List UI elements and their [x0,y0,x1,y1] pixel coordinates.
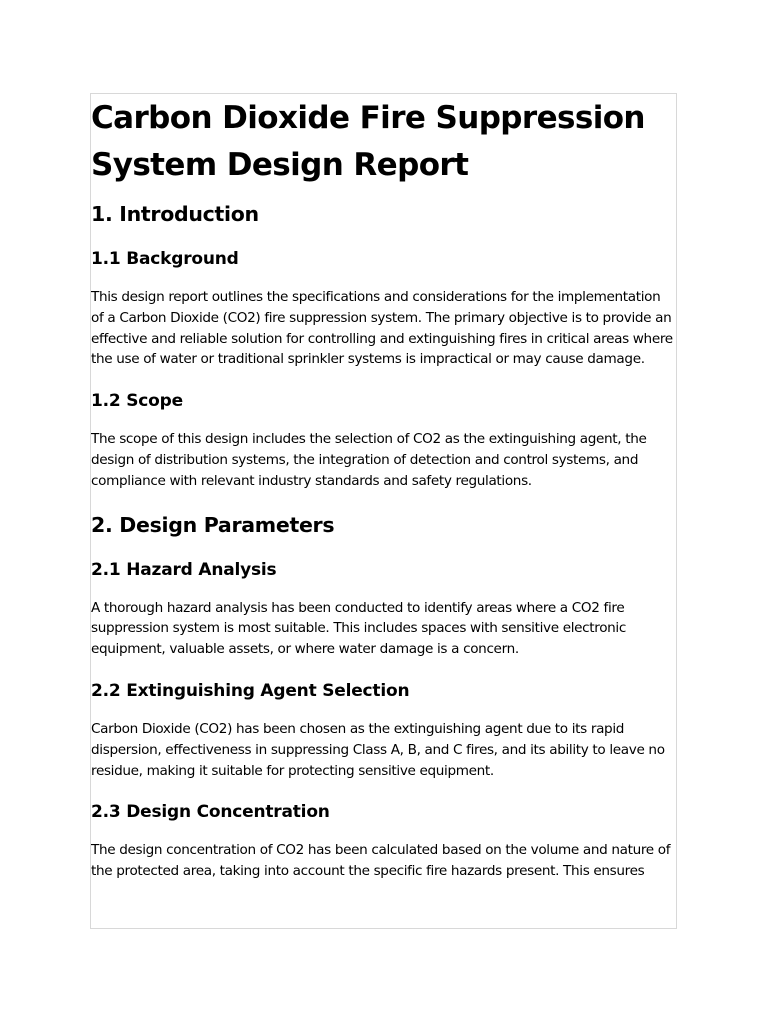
section-heading-design-parameters: 2. Design Parameters [91,512,335,537]
paragraph-scope: The scope of this design includes the selection of CO2 as the extinguishing agent, the design of distribution systems, the integration of detection and control systems, and compliance with relevant industry standards and safety regulations. [91,431,647,489]
subsection-heading-design-concentration: 2.3 Design Concentration [91,802,330,823]
subsection-heading-background: 1.1 Background [91,249,239,269]
document-title: Carbon Dioxide Fire Suppression System Design Report [91,100,645,183]
document-page [90,93,677,929]
subsection-heading-agent-selection: 2.2 Extinguishing Agent Selection [91,680,410,701]
subsection-heading-scope: 1.2 Scope [91,391,183,412]
paragraph-design-concentration: The design concentration of CO2 has been calculated based on the volume and nature of the protected area, taking into account the specific fire hazards present. This ensures [91,842,671,880]
section-heading-introduction: 1. Introduction [91,202,259,226]
paragraph-agent-selection: Carbon Dioxide (CO2) has been chosen as the extinguishing agent due to its rapid dispersion, effectiveness in suppressing Class A, B, and C fires, and its ability to leave no residue, making it suitable for protecting sensitive equipment. [91,720,665,779]
paragraph-hazard-analysis: A thorough hazard analysis has been conducted to identify areas where a CO2 fire suppression system is most suitable. This includes spaces with sensitive electronic equipment, valuable assets, or where water damage is a concern. [91,599,626,658]
subsection-heading-hazard-analysis: 2.1 Hazard Analysis [91,559,277,580]
paragraph-background: This design report outlines the specifications and considerations for the implementation of a Carbon Dioxide (CO2) fire suppression system. The primary objective is to provide an effective and reliable solution for controlling and extinguishing fires in critical areas where the use of water or traditional sprinkler systems is impractical or may cause damage. [91,289,673,368]
